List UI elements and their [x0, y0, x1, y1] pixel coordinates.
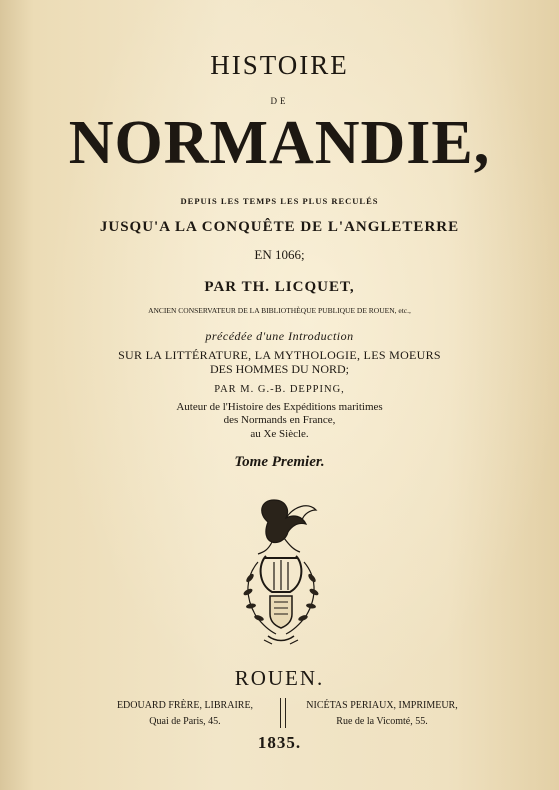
printer-address: Rue de la Vicomté, 55. — [336, 716, 428, 727]
author-credentials: ANCIEN CONSERVATEUR DE LA BIBLIOTHÈQUE PUBLIQUE DE ROUEN, etc., — [148, 306, 411, 315]
title-histoire: HISTOIRE — [210, 50, 349, 80]
printer-name: NICÉTAS PERIAUX, IMPRIMEUR, — [306, 700, 458, 711]
introduction-topic-line1: SUR LA LITTÉRATURE, LA MYTHOLOGIE, LES MOEURS — [118, 348, 441, 362]
subtitle-depuis: DEPUIS LES TEMPS LES PLUS RECULÉS — [180, 196, 379, 206]
author-depping: PAR M. G.-B. DEPPING, — [214, 384, 345, 395]
imprint-city: ROUEN. — [234, 666, 325, 690]
publisher-address: Quai de Paris, 45. — [149, 716, 221, 727]
volume-label: Tome Premier. — [234, 454, 325, 470]
author-licquet: PAR TH. LICQUET, — [204, 279, 355, 295]
introduction-note: précédée d'une Introduction — [205, 329, 354, 343]
introduction-topic-line2: DES HOMMES DU NORD; — [209, 362, 349, 376]
depping-credentials-line1: Auteur de l'Histoire des Expéditions maritimes — [176, 401, 383, 413]
subtitle-year: EN 1066; — [254, 247, 305, 262]
heraldic-vignette-icon — [228, 492, 334, 652]
depping-credentials-line2: des Normands en France, — [223, 414, 336, 426]
title-normandie: NORMANDIE, — [68, 109, 491, 177]
publication-year: 1835. — [257, 733, 302, 752]
subtitle-jusqua: JUSQU'A LA CONQUÊTE DE L'ANGLETERRE — [99, 219, 460, 235]
imprint-divider — [280, 698, 286, 728]
title-de: DE — [270, 96, 289, 106]
publisher-name: EDOUARD FRÈRE, LIBRAIRE, — [116, 700, 254, 711]
depping-credentials-line3: au Xe Siècle. — [250, 428, 309, 440]
